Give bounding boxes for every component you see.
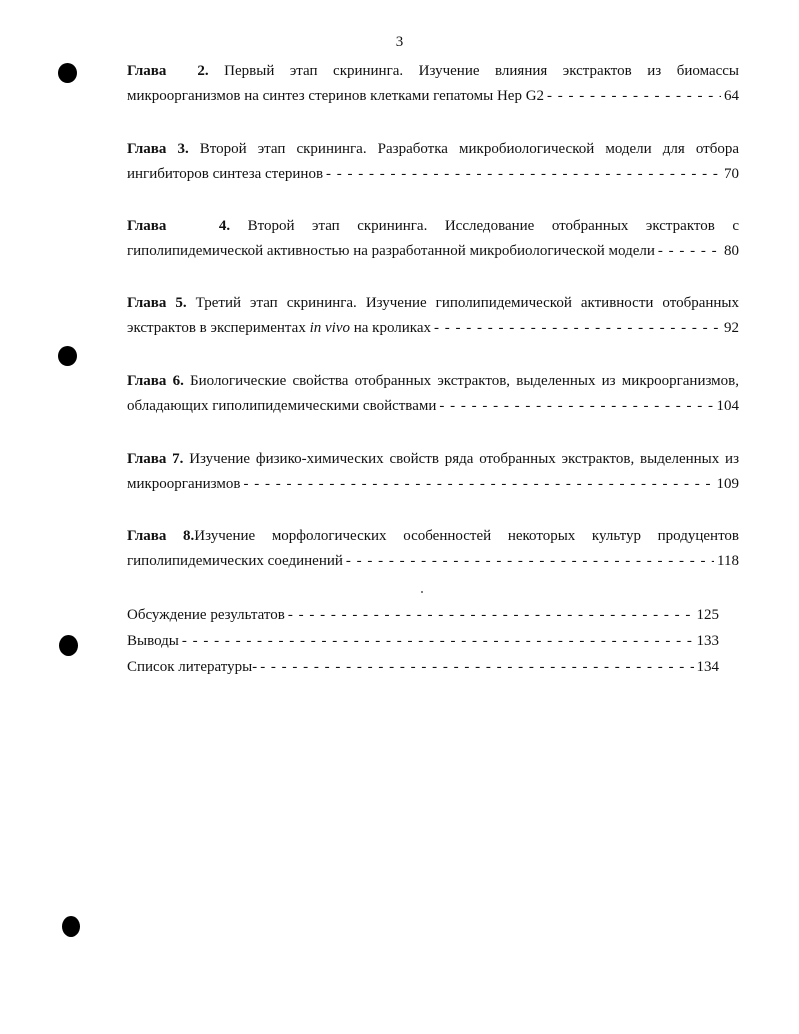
page-ref: 64 <box>724 88 739 104</box>
toc-entry-chapter-6 <box>127 369 739 419</box>
dot-leader <box>243 472 713 497</box>
dot-leader <box>439 394 713 419</box>
punch-hole-mark <box>58 346 77 366</box>
page-ref: 118 <box>717 553 739 569</box>
toc-line-2 <box>127 239 739 264</box>
dot-leader <box>346 549 714 574</box>
chapter-label: Глава 7. <box>127 451 184 467</box>
chapter-title-line2: гиполипидемической активностью на разработанной микробиологической модели <box>127 243 655 259</box>
punch-hole-mark <box>58 63 77 83</box>
chapter-title-line2: микроорганизмов <box>127 476 241 492</box>
chapter-label: Глава 4. <box>127 218 231 234</box>
page-ref: 125 <box>696 607 719 623</box>
toc-section-conclusions <box>127 629 719 654</box>
chapter-title-line1: Изучение физико-химических свойств ряда отобранных экстрактов, выделенных из <box>189 451 740 467</box>
chapter-title-line2: микроорганизмов на синтез стеринов клетками гепатомы Hep G2 <box>127 88 545 104</box>
toc-line-1 <box>127 214 739 239</box>
toc-line-1 <box>127 59 739 84</box>
page-ref: 80 <box>724 243 739 259</box>
toc-line-2 <box>127 472 739 497</box>
toc-line-2 <box>127 162 739 187</box>
chapter-label: Глава 3. <box>127 141 189 157</box>
chapter-title-line2: гиполипидемических соединений <box>127 553 343 569</box>
italic-in-vivo: in vivo <box>309 320 350 336</box>
chapter-title-line1: Первый этап скрининга. Изучение влияния экстрактов из биомассы <box>224 63 740 79</box>
chapter-label: Глава 2. <box>127 63 209 79</box>
toc-line-1 <box>127 137 739 162</box>
toc-line-1 <box>127 447 739 472</box>
chapter-label: Глава 8. <box>127 528 195 544</box>
toc-entry-chapter-2 <box>127 59 739 109</box>
chapter-label: Глава 6. <box>127 373 184 389</box>
scan-speck <box>421 591 423 593</box>
toc-line-1 <box>127 369 739 394</box>
chapter-title-line1: Изучение морфологических особенностей некоторых культур продуцентов <box>194 528 740 544</box>
page-ref: 70 <box>724 166 739 182</box>
toc-sections <box>127 603 719 680</box>
chapter-title-line1: Третий этап скрининга. Изучение гиполипидемической активности отобранных <box>195 295 740 311</box>
dot-leader <box>326 162 721 187</box>
page-ref: 109 <box>716 476 739 492</box>
toc-entry-chapter-8 <box>127 524 739 574</box>
dot-leader <box>288 603 694 628</box>
toc-line-2 <box>127 84 739 109</box>
page-ref: 133 <box>696 633 719 649</box>
toc-line-2 <box>127 394 739 419</box>
chapter-title-line2: ингибиторов синтеза стеринов <box>127 166 324 182</box>
dot-leader <box>260 655 693 680</box>
toc-entry-chapter-5 <box>127 291 739 341</box>
toc-line-2 <box>127 316 739 341</box>
dot-leader <box>547 84 721 109</box>
chapter-title-line2: экстрактов в экспериментах in vivo на кроликах <box>127 320 431 336</box>
page-ref: 92 <box>724 320 739 336</box>
punch-hole-mark <box>62 916 80 937</box>
toc-entry-chapter-7 <box>127 447 739 497</box>
chapter-label: Глава 5. <box>127 295 187 311</box>
chapter-title-line1: Второй этап скрининга. Исследование отобранных экстрактов с <box>247 218 740 234</box>
toc-line-1 <box>127 291 739 316</box>
section-title: Обсуждение результатов <box>127 607 285 623</box>
section-title: Выводы <box>127 633 179 649</box>
page-number: 3 <box>395 34 404 50</box>
section-title: Список литературы- <box>127 659 258 675</box>
dot-leader <box>434 316 721 341</box>
dot-leader <box>658 239 721 264</box>
toc-line-1 <box>127 524 739 549</box>
page-ref: 104 <box>716 398 739 414</box>
toc-entry-chapter-4 <box>127 214 739 264</box>
chapter-title-line1: Второй этап скрининга. Разработка микробиологической модели для отбора <box>199 141 739 157</box>
toc-section-references <box>127 655 719 680</box>
toc-section-discussion <box>127 603 719 628</box>
chapter-title-line2: обладающих гиполипидемическими свойствами <box>127 398 437 414</box>
toc-line-2 <box>127 549 739 574</box>
chapter-title-line1: Биологические свойства отобранных экстрактов, выделенных из микроорганизмов, <box>190 373 740 389</box>
page-ref: 134 <box>696 659 719 675</box>
punch-hole-mark <box>59 635 78 656</box>
dot-leader <box>182 629 694 654</box>
toc-entry-chapter-3 <box>127 137 739 187</box>
